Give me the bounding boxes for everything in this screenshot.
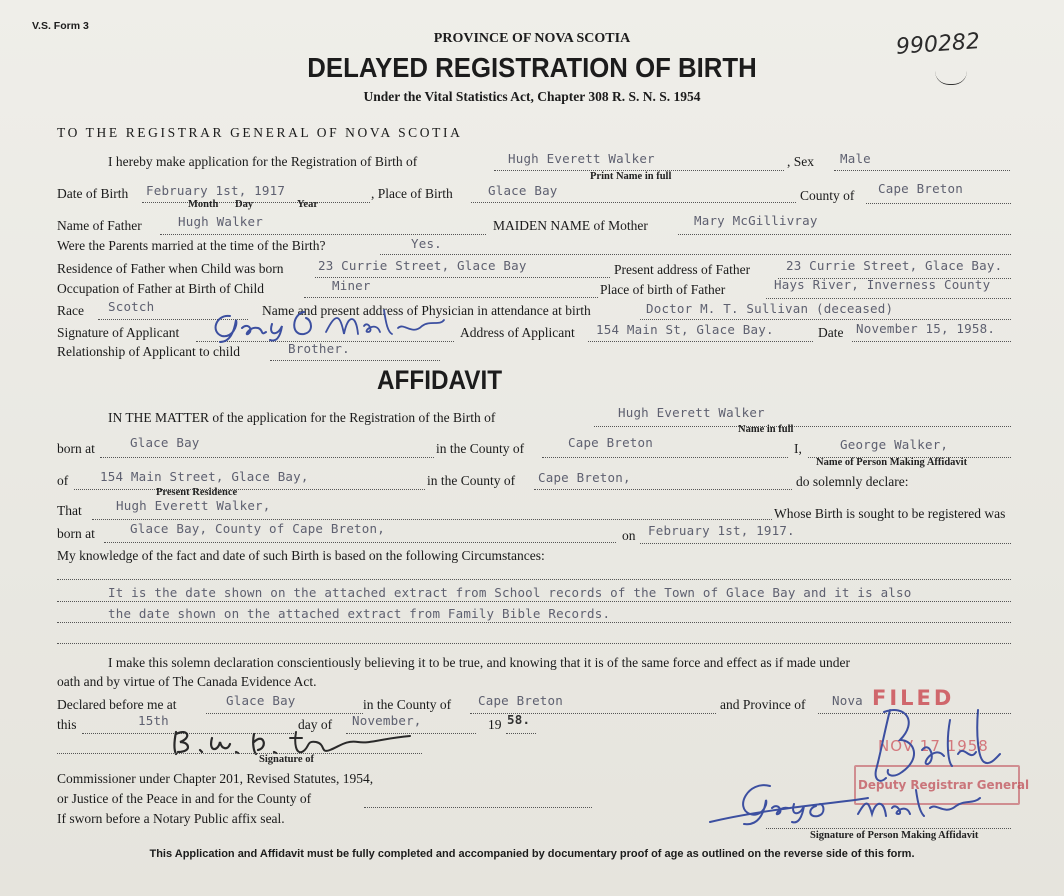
pob-field[interactable]: Glace Bay [488, 183, 558, 198]
commissioner-line-3: If sworn before a Notary Public affix seal. [57, 811, 285, 826]
province-label: and Province of [720, 697, 806, 712]
born-at2-field[interactable]: Glace Bay, County of Cape Breton, [130, 521, 385, 536]
married-field[interactable]: Yes. [411, 236, 442, 251]
affidavit-county-field[interactable]: Cape Breton [568, 435, 653, 450]
declared-field[interactable]: Glace Bay [226, 693, 296, 708]
that-field[interactable]: Hugh Everett Walker, [116, 498, 271, 513]
person-signature-label: Signature of Person Making Affidavit [810, 830, 979, 841]
solemn-line-1: I make this solemn declaration conscientiously believing it to be true, and knowing that it is of the same force and effect as if made under [108, 655, 851, 670]
of-field[interactable]: 154 Main Street, Glace Bay, [100, 469, 309, 484]
registrar-address-line: TO THE REGISTRAR GENERAL OF NOVA SCOTIA [57, 125, 463, 140]
day-hint: Day [235, 199, 254, 210]
stamp-date: NOV 17 1958 [878, 737, 989, 755]
filed-stamp-text: FILED [872, 686, 955, 710]
declare-label: do solemnly declare: [796, 474, 909, 489]
affidavit-county-label: in the County of [436, 441, 525, 456]
registrar-stamp-text: Deputy Registrar General [858, 777, 1030, 792]
matter-field[interactable]: Hugh Everett Walker [618, 405, 765, 420]
whose-label: Whose Birth is sought to be registered was [774, 506, 1006, 521]
matter-label: IN THE MATTER of the application for the Registration of the Birth of [108, 410, 496, 425]
physician-field[interactable]: Doctor M. T. Sullivan (deceased) [646, 301, 894, 316]
relationship-label: Relationship of Applicant to child [57, 344, 240, 359]
occupation-field[interactable]: Miner [332, 278, 371, 293]
affidavit-heading: AFFIDAVIT [377, 365, 503, 395]
page-subtitle: Under the Vital Statistics Act, Chapter 308 R. S. N. S. 1954 [363, 89, 701, 104]
year-hint: Year [297, 199, 318, 210]
day-of-label: day of [298, 717, 333, 732]
declared-county-field[interactable]: Cape Breton [478, 693, 563, 708]
father-field[interactable]: Hugh Walker [178, 214, 263, 229]
solemn-line-2: oath and by virtue of The Canada Evidence Act. [57, 674, 317, 689]
month-hint: Month [188, 199, 219, 210]
print-name-hint: Print Name in full [590, 171, 672, 182]
commissioner-line-1: Commissioner under Chapter 201, Revised Statutes, 1954, [57, 771, 374, 786]
registration-number: 990282 [895, 29, 981, 60]
form-id: V.S. Form 3 [32, 20, 89, 32]
commissioner-line-2: or Justice of the Peace in and for the County of [57, 791, 312, 806]
year-field[interactable]: 58. [507, 712, 531, 727]
born-at2-label: born at [57, 526, 95, 541]
this-label: this [57, 717, 77, 732]
affidavit-county2-label: in the County of [427, 473, 516, 488]
intro-label: I hereby make application for the Registration of Birth of [108, 154, 418, 169]
on-label: on [622, 528, 636, 543]
signature-of-label: Signature of [259, 754, 314, 765]
father-pob-label: Place of birth of Father [600, 282, 726, 297]
page-title: DELAYED REGISTRATION OF BIRTH [307, 52, 757, 83]
county-label: County of [800, 188, 855, 203]
child-name-field[interactable]: Hugh Everett Walker [508, 151, 655, 166]
date-field[interactable]: November 15, 1958. [856, 321, 996, 336]
pob-label: , Place of Birth [371, 186, 453, 201]
day-field[interactable]: 15th [138, 713, 169, 728]
declared-county-label: in the County of [363, 697, 452, 712]
knowledge-label: My knowledge of the fact and date of such Birth is based on the following Circumstances: [57, 548, 545, 563]
born-at-label: born at [57, 441, 95, 456]
year-prefix: 19 [488, 717, 502, 732]
mother-label: MAIDEN NAME of Mother [493, 218, 648, 233]
date-label: Date [818, 325, 844, 340]
present-address-label: Present address of Father [614, 262, 751, 277]
province-heading: PROVINCE OF NOVA SCOTIA [433, 31, 631, 46]
mother-field[interactable]: Mary McGillivray [694, 213, 818, 228]
dob-label: Date of Birth [57, 186, 129, 201]
on-field[interactable]: February 1st, 1917. [648, 523, 795, 538]
dob-field[interactable]: February 1st, 1917 [146, 183, 286, 198]
relationship-field[interactable]: Brother. [288, 341, 350, 356]
province-field[interactable]: Nova [832, 693, 863, 708]
physician-label: Name and present address of Physician in attendance at birth [262, 303, 591, 318]
affidavit-county2-field[interactable]: Cape Breton, [538, 470, 631, 485]
race-label: Race [57, 303, 84, 318]
month-field[interactable]: November, [352, 713, 422, 728]
applicant-signature [208, 302, 448, 344]
circumstance-line-1[interactable]: It is the date shown on the attached extract from School records of the Town of Glace Bay and it is also [108, 585, 912, 600]
father-label: Name of Father [57, 218, 142, 233]
county-field[interactable]: Cape Breton [878, 181, 963, 196]
residence-label: Residence of Father when Child was born [57, 261, 284, 276]
declared-label: Declared before me at [57, 697, 177, 712]
father-pob-field[interactable]: Hays River, Inverness County [774, 277, 991, 292]
present-address-field[interactable]: 23 Currie Street, Glace Bay. [786, 258, 1003, 273]
deponent-signature [708, 778, 1008, 828]
i-label: I, [794, 441, 802, 456]
residence-hint: Present Residence [156, 487, 238, 498]
sex-label: , Sex [787, 154, 814, 169]
race-field[interactable]: Scotch [108, 299, 155, 314]
residence-field[interactable]: 23 Currie Street, Glace Bay [318, 258, 527, 273]
circumstance-line-2[interactable]: the date shown on the attached extract from Family Bible Records. [108, 606, 611, 621]
applicant-address-field[interactable]: 154 Main St, Glace Bay. [596, 322, 774, 337]
born-at-field[interactable]: Glace Bay [130, 435, 200, 450]
that-label: That [57, 503, 82, 518]
occupation-label: Occupation of Father at Birth of Child [57, 281, 264, 296]
deponent-hint: Name of Person Making Affidavit [816, 457, 968, 468]
deponent-field[interactable]: George Walker, [840, 437, 949, 452]
name-in-full-hint: Name in full [738, 424, 794, 435]
married-label: Were the Parents married at the time of the Birth? [57, 238, 326, 253]
footer-note: This Application and Affidavit must be fully completed and accompanied by documentary proof of age as outlined on the reverse side of this form. [149, 848, 915, 860]
of-label: of [57, 473, 69, 488]
sex-field[interactable]: Male [840, 151, 871, 166]
applicant-signature-label: Signature of Applicant [57, 325, 180, 340]
applicant-address-label: Address of Applicant [460, 325, 575, 340]
